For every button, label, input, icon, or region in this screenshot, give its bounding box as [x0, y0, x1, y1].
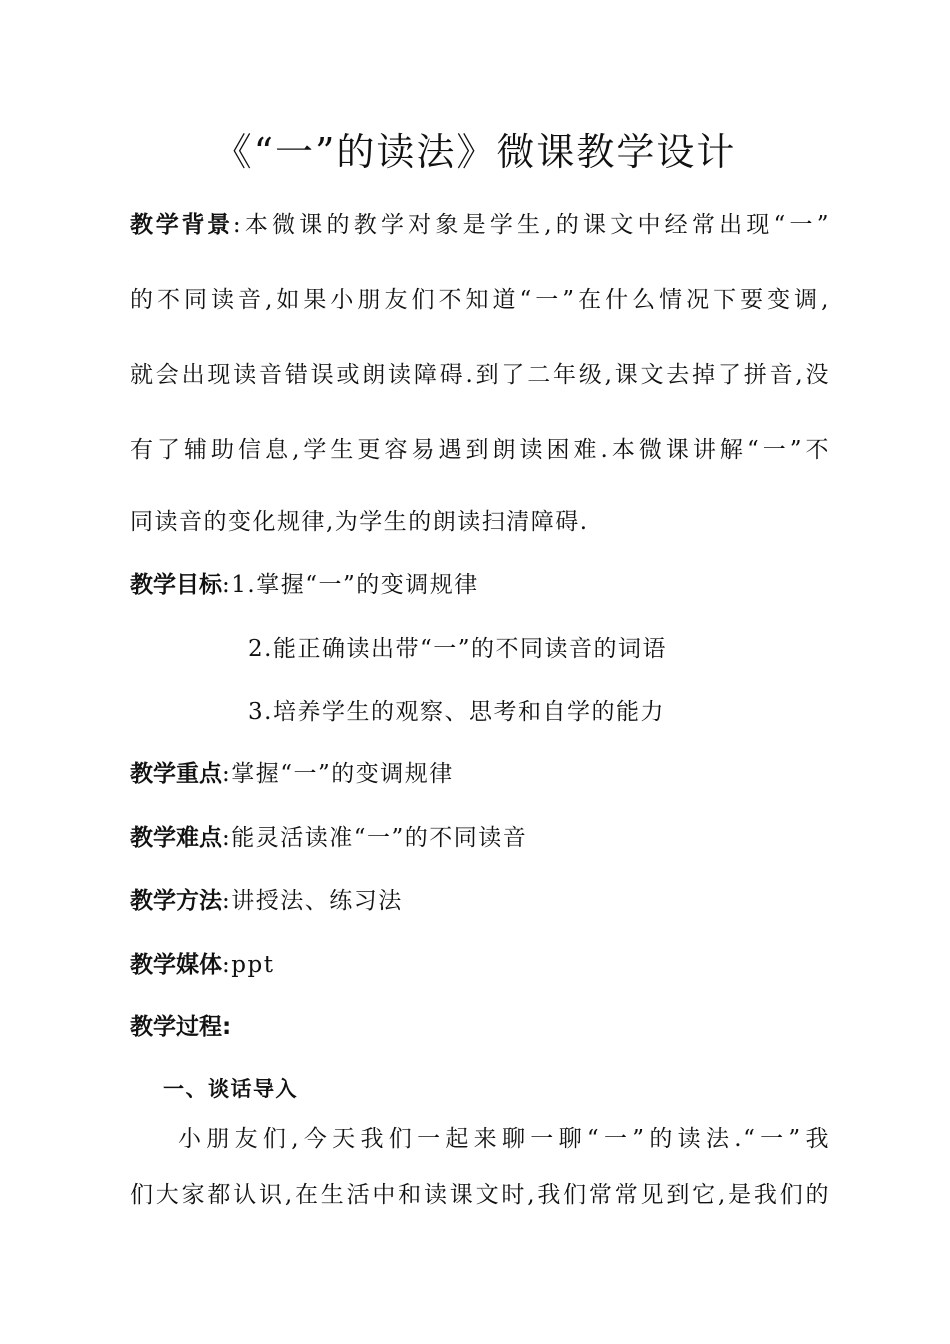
- background-text-1: :本微课的教学对象是学生,的课文中经常出现“一”: [232, 212, 831, 238]
- background-line-1: [130, 210, 830, 240]
- objective-item-1: :1.掌握“一”的变调规律: [222, 572, 479, 598]
- objectives-line-1: [130, 570, 479, 600]
- media-text: :ppt: [222, 952, 275, 978]
- process-label: 教学过程:: [130, 1014, 232, 1040]
- difficulty-line: [130, 823, 527, 853]
- background-line-3: 就会出现读音错误或朗读障碍.到了二年级,课文去掉了拼音,没: [130, 362, 830, 388]
- background-line-4: 有了辅助信息,学生更容易遇到朗读困难.本微课讲解“一”不: [130, 437, 830, 463]
- media-label: 教学媒体: [130, 952, 222, 978]
- difficulty-label: 教学难点: [130, 825, 222, 851]
- background-label: 教学背景: [130, 212, 233, 238]
- objective-item-2: 2.能正确读出带“一”的不同读音的词语: [248, 636, 667, 662]
- process-line: [130, 1012, 231, 1042]
- background-line-2: 的不同读音,如果小朋友们不知道“一”在什么情况下要变调,: [130, 287, 830, 313]
- background-line-5: 同读音的变化规律,为学生的朗读扫清障碍.: [130, 509, 589, 535]
- section-1-line-2: 们大家都认识,在生活中和读课文时,我们常常见到它,是我们的: [130, 1182, 830, 1208]
- method-label: 教学方法: [130, 888, 222, 914]
- method-line: [130, 886, 403, 916]
- difficulty-text: :能灵活读准“一”的不同读音: [222, 825, 528, 851]
- section-1-line-1: 小朋友们,今天我们一起来聊一聊“一”的读法.“一”我: [178, 1126, 830, 1152]
- media-line: [130, 950, 274, 980]
- method-text: :讲授法、练习法: [222, 888, 403, 914]
- section-1-heading: 一、谈话导入: [163, 1077, 298, 1101]
- key-point-label: 教学重点: [130, 761, 222, 787]
- objectives-label: 教学目标: [130, 572, 222, 598]
- key-point-line: [130, 759, 454, 789]
- key-point-text: :掌握“一”的变调规律: [222, 761, 454, 787]
- objective-item-3: 3.培养学生的观察、思考和自学的能力: [248, 699, 665, 725]
- page-title: 《“一”的读法》微课教学设计: [213, 130, 737, 174]
